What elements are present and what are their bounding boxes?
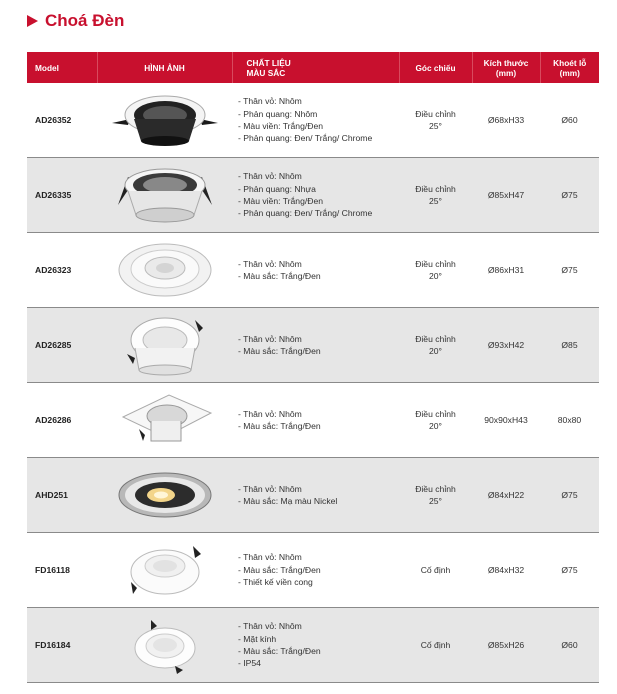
downlight-round-chrome-reflector-icon <box>97 163 232 227</box>
product-image-cell <box>97 533 232 608</box>
table-row <box>27 83 599 158</box>
table-row <box>27 533 599 608</box>
table-row <box>27 608 599 683</box>
material-cell <box>232 158 399 233</box>
size-cell: Ø84xH22 <box>472 458 540 533</box>
header-material <box>232 52 399 83</box>
angle-cell <box>399 458 472 533</box>
angle-cell <box>399 383 472 458</box>
material-line: - Màu sắc: Mạ màu Nickel <box>238 496 338 506</box>
header-model: Model <box>27 52 97 83</box>
material-cell <box>232 308 399 383</box>
material-line: - Thân vỏ: Nhôm <box>238 408 302 419</box>
material-line: - IP54 <box>238 658 261 669</box>
downlight-flat-white-icon <box>97 240 232 300</box>
product-image-cell <box>97 233 232 308</box>
angle-cell <box>399 608 472 683</box>
cutout-cell: Ø75 <box>540 458 599 533</box>
header-cutout-line2: (mm) <box>559 67 580 78</box>
material-line: - Màu sắc: Trắng/Đen <box>238 346 321 356</box>
material-line: - Thân vỏ: Nhôm <box>238 621 302 632</box>
model-cell: FD16118 <box>27 533 97 608</box>
header-size-line2: (mm) <box>495 67 517 78</box>
material-line: - Phản quang: Nhôm <box>238 108 318 119</box>
angle-mode: Điều chỉnh <box>415 484 456 494</box>
material-line: - Thân vỏ: Nhôm <box>238 171 302 182</box>
angle-mode: Cố định <box>420 565 451 575</box>
angle-value: 20° <box>429 271 442 281</box>
table-row <box>27 383 599 458</box>
material-line: - Mặt kính <box>238 633 277 644</box>
product-image-cell <box>97 458 232 533</box>
angle-value: 20° <box>429 346 442 356</box>
model-cell: AD26285 <box>27 308 97 383</box>
cutout-cell: Ø75 <box>540 233 599 308</box>
material-line: - Phản quang: Đen/ Trắng/ Chrome <box>238 133 373 144</box>
header-material-line2: MÀU SẮC <box>246 67 286 78</box>
angle-cell <box>399 533 472 608</box>
size-cell: Ø86xH31 <box>472 233 540 308</box>
model-cell: AHD251 <box>27 458 97 533</box>
angle-value: 25° <box>429 496 442 506</box>
material-line: - Thân vỏ: Nhôm <box>238 552 302 563</box>
material-line: - Thân vỏ: Nhôm <box>238 483 302 494</box>
material-cell <box>232 608 399 683</box>
cutout-cell: Ø60 <box>540 608 599 683</box>
material-line: - Thân vỏ: Nhôm <box>238 333 302 344</box>
product-image-cell <box>97 608 232 683</box>
material-cell <box>232 383 399 458</box>
header-cutout-line1: Khoét lỗ <box>553 57 587 68</box>
angle-cell <box>399 83 472 158</box>
angle-mode: Điều chỉnh <box>415 109 456 119</box>
downlight-fixed-glass-ip54-icon <box>97 614 232 676</box>
downlight-fixed-curved-white-icon <box>97 538 232 602</box>
downlight-square-white-icon <box>97 389 232 451</box>
product-spec-table <box>27 52 599 683</box>
cutout-cell: Ø75 <box>540 158 599 233</box>
angle-mode: Điều chỉnh <box>415 259 456 269</box>
table-header-row <box>27 52 599 83</box>
material-cell <box>232 533 399 608</box>
material-line: - Phản quang: Nhựa <box>238 183 316 194</box>
material-line: - Phản quang: Đen/ Trắng/ Chrome <box>238 208 373 219</box>
header-material-line1: CHẤT LIỆU <box>246 57 291 68</box>
downlight-round-black-reflector-icon <box>97 89 232 151</box>
angle-mode: Điều chỉnh <box>415 184 456 194</box>
page-title <box>27 9 124 33</box>
model-cell: AD26352 <box>27 83 97 158</box>
table-row <box>27 308 599 383</box>
product-image-cell <box>97 158 232 233</box>
size-cell: Ø84xH32 <box>472 533 540 608</box>
table-row <box>27 158 599 233</box>
angle-value: 25° <box>429 196 442 206</box>
material-line: - Màu sắc: Trắng/Đen <box>238 421 321 431</box>
material-cell <box>232 233 399 308</box>
downlight-nickel-ring-icon <box>97 469 232 521</box>
material-line: - Thiết kế viền cong <box>238 577 313 588</box>
product-image-cell <box>97 308 232 383</box>
page-title-text: Choá Đèn <box>45 11 125 30</box>
size-cell: Ø85xH26 <box>472 608 540 683</box>
model-cell: AD26335 <box>27 158 97 233</box>
model-cell: AD26323 <box>27 233 97 308</box>
material-line: - Thân vỏ: Nhôm <box>238 258 302 269</box>
angle-value: 25° <box>429 121 442 131</box>
angle-cell <box>399 308 472 383</box>
play-triangle-icon <box>27 15 38 27</box>
material-line: - Màu sắc: Trắng/Đen <box>238 646 321 656</box>
header-size <box>472 52 540 83</box>
table-row <box>27 458 599 533</box>
material-line: - Màu viền: Trắng/Đen <box>238 121 324 131</box>
size-cell: Ø85xH47 <box>472 158 540 233</box>
angle-cell <box>399 158 472 233</box>
material-line: - Màu sắc: Trắng/Đen <box>238 271 321 281</box>
material-cell <box>232 458 399 533</box>
header-size-line1: Kích thước <box>483 57 529 68</box>
cutout-cell: Ø85 <box>540 308 599 383</box>
cutout-cell: Ø60 <box>540 83 599 158</box>
material-line: - Màu viền: Trắng/Đen <box>238 196 324 206</box>
size-cell: Ø93xH42 <box>472 308 540 383</box>
downlight-round-white-tilt-icon <box>97 312 232 378</box>
angle-mode: Điều chỉnh <box>415 334 456 344</box>
model-cell: AD26286 <box>27 383 97 458</box>
header-angle: Góc chiếu <box>399 52 472 83</box>
model-cell: FD16184 <box>27 608 97 683</box>
angle-value: 20° <box>429 421 442 431</box>
product-image-cell <box>97 83 232 158</box>
header-image: HÌNH ẢNH <box>97 52 232 83</box>
table-row <box>27 233 599 308</box>
angle-cell <box>399 233 472 308</box>
cutout-cell: 80x80 <box>540 383 599 458</box>
angle-mode: Cố định <box>420 640 451 650</box>
header-cutout <box>540 52 599 83</box>
size-cell: Ø68xH33 <box>472 83 540 158</box>
cutout-cell: Ø75 <box>540 533 599 608</box>
material-line: - Màu sắc: Trắng/Đen <box>238 564 321 575</box>
angle-mode: Điều chỉnh <box>415 409 456 419</box>
product-image-cell <box>97 383 232 458</box>
material-line: - Thân vỏ: Nhôm <box>238 96 302 107</box>
material-cell <box>232 83 399 158</box>
size-cell: 90x90xH43 <box>472 383 540 458</box>
